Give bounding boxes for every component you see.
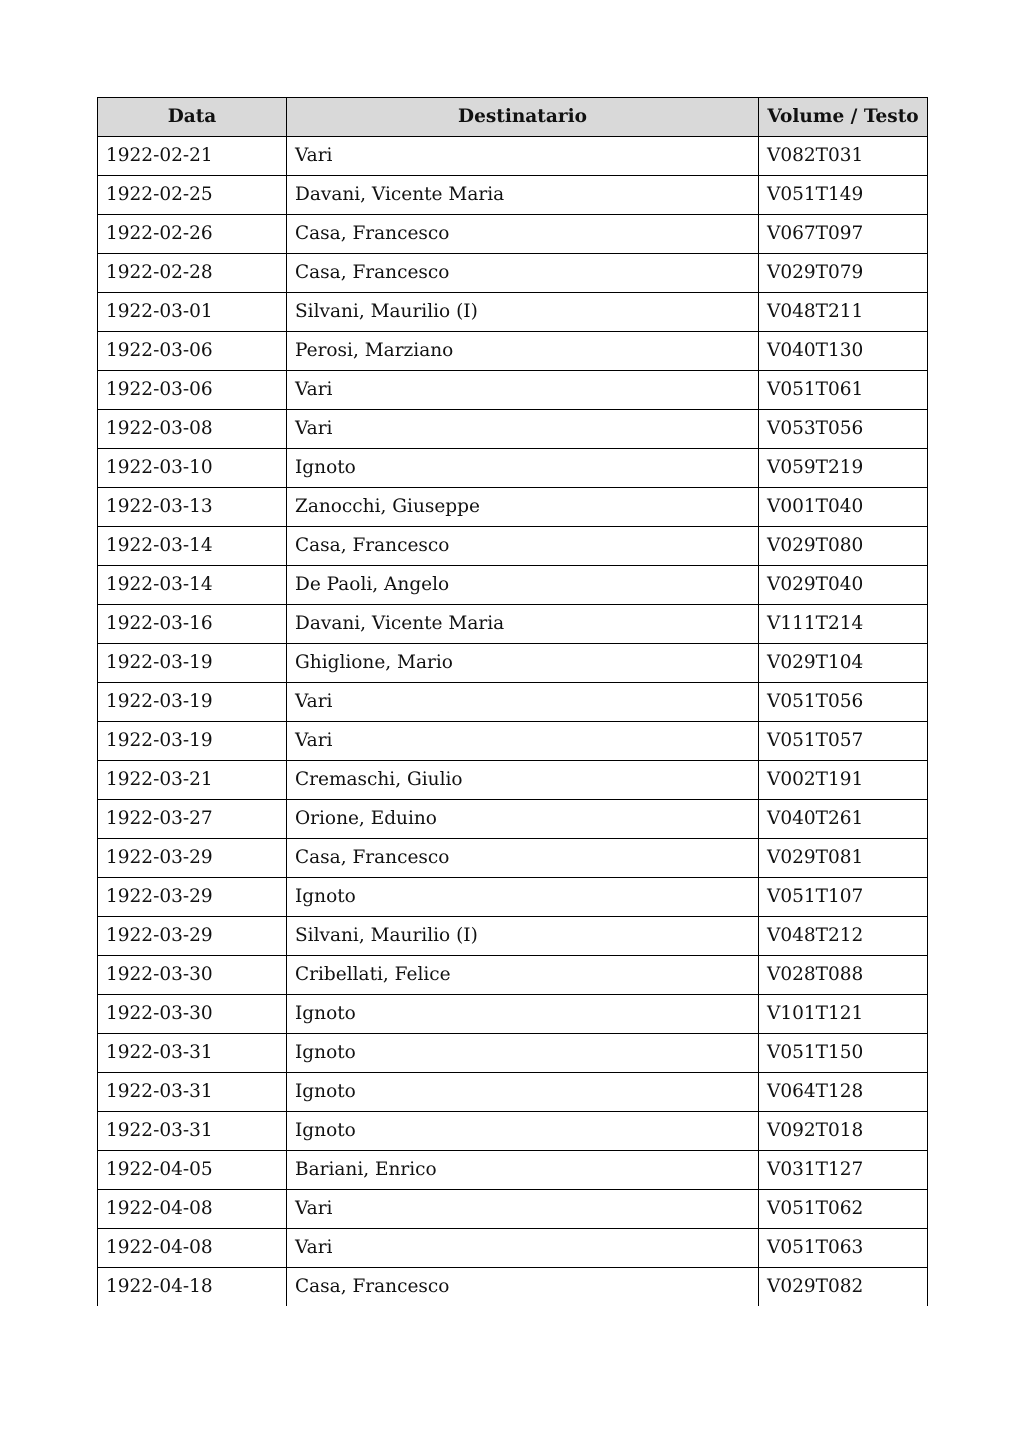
cell-recipient: Silvani, Maurilio (I) — [287, 293, 759, 332]
table-row — [98, 410, 928, 449]
table-row — [98, 644, 928, 683]
letters-table — [97, 97, 928, 1306]
cell-date: 1922-02-21 — [98, 137, 287, 176]
cell-recipient: Vari — [287, 410, 759, 449]
table-row — [98, 722, 928, 761]
cell-date: 1922-03-08 — [98, 410, 287, 449]
cell-date: 1922-03-14 — [98, 566, 287, 605]
cell-recipient: Casa, Francesco — [287, 1268, 759, 1307]
table-row — [98, 449, 928, 488]
cell-recipient: Casa, Francesco — [287, 839, 759, 878]
cell-volume-text: V067T097 — [759, 215, 928, 254]
cell-recipient: Zanocchi, Giuseppe — [287, 488, 759, 527]
table-row — [98, 488, 928, 527]
cell-volume-text: V029T081 — [759, 839, 928, 878]
cell-volume-text: V029T040 — [759, 566, 928, 605]
cell-volume-text: V048T212 — [759, 917, 928, 956]
table-row — [98, 683, 928, 722]
cell-recipient: Vari — [287, 683, 759, 722]
table-row — [98, 566, 928, 605]
table-row — [98, 1112, 928, 1151]
table-row — [98, 176, 928, 215]
cell-volume-text: V029T080 — [759, 527, 928, 566]
cell-volume-text: V051T149 — [759, 176, 928, 215]
table-row — [98, 995, 928, 1034]
cell-volume-text: V051T056 — [759, 683, 928, 722]
table-row — [98, 1073, 928, 1112]
cell-recipient: Ghiglione, Mario — [287, 644, 759, 683]
cell-date: 1922-04-08 — [98, 1229, 287, 1268]
cell-recipient: Casa, Francesco — [287, 527, 759, 566]
cell-date: 1922-03-31 — [98, 1073, 287, 1112]
cell-volume-text: V040T261 — [759, 800, 928, 839]
cell-recipient: Ignoto — [287, 878, 759, 917]
cell-volume-text: V001T040 — [759, 488, 928, 527]
table-row — [98, 1190, 928, 1229]
cell-volume-text: V051T062 — [759, 1190, 928, 1229]
cell-volume-text: V092T018 — [759, 1112, 928, 1151]
cell-volume-text: V002T191 — [759, 761, 928, 800]
cell-date: 1922-03-29 — [98, 878, 287, 917]
table-row — [98, 293, 928, 332]
cell-date: 1922-03-19 — [98, 722, 287, 761]
cell-date: 1922-02-28 — [98, 254, 287, 293]
cell-recipient: Silvani, Maurilio (I) — [287, 917, 759, 956]
cell-date: 1922-03-29 — [98, 917, 287, 956]
cell-date: 1922-03-19 — [98, 644, 287, 683]
header-date: Data — [98, 98, 287, 137]
cell-volume-text: V029T082 — [759, 1268, 928, 1307]
table-row — [98, 1268, 928, 1307]
cell-date: 1922-02-25 — [98, 176, 287, 215]
table-header — [98, 98, 928, 137]
cell-date: 1922-03-30 — [98, 956, 287, 995]
cell-recipient: Cribellati, Felice — [287, 956, 759, 995]
cell-recipient: Vari — [287, 137, 759, 176]
cell-volume-text: V059T219 — [759, 449, 928, 488]
cell-date: 1922-03-30 — [98, 995, 287, 1034]
cell-date: 1922-03-14 — [98, 527, 287, 566]
cell-volume-text: V048T211 — [759, 293, 928, 332]
cell-date: 1922-03-21 — [98, 761, 287, 800]
cell-date: 1922-03-13 — [98, 488, 287, 527]
cell-date: 1922-03-10 — [98, 449, 287, 488]
cell-date: 1922-03-31 — [98, 1112, 287, 1151]
cell-date: 1922-03-31 — [98, 1034, 287, 1073]
cell-date: 1922-04-05 — [98, 1151, 287, 1190]
cell-volume-text: V111T214 — [759, 605, 928, 644]
cell-recipient: Davani, Vicente Maria — [287, 176, 759, 215]
cell-recipient: Bariani, Enrico — [287, 1151, 759, 1190]
cell-date: 1922-03-27 — [98, 800, 287, 839]
table-row — [98, 527, 928, 566]
table-row — [98, 371, 928, 410]
table-row — [98, 254, 928, 293]
cell-volume-text: V101T121 — [759, 995, 928, 1034]
cell-recipient: Ignoto — [287, 1034, 759, 1073]
cell-recipient: Casa, Francesco — [287, 215, 759, 254]
cell-recipient: Ignoto — [287, 1073, 759, 1112]
cell-date: 1922-03-01 — [98, 293, 287, 332]
table-row — [98, 878, 928, 917]
table-row — [98, 605, 928, 644]
cell-date: 1922-04-18 — [98, 1268, 287, 1307]
cell-recipient: Casa, Francesco — [287, 254, 759, 293]
cell-recipient: Vari — [287, 722, 759, 761]
cell-recipient: Ignoto — [287, 449, 759, 488]
cell-volume-text: V031T127 — [759, 1151, 928, 1190]
cell-recipient: Davani, Vicente Maria — [287, 605, 759, 644]
table-row — [98, 1151, 928, 1190]
table-row — [98, 137, 928, 176]
table-row — [98, 800, 928, 839]
cell-volume-text: V029T079 — [759, 254, 928, 293]
cell-recipient: De Paoli, Angelo — [287, 566, 759, 605]
table-row — [98, 332, 928, 371]
cell-date: 1922-03-29 — [98, 839, 287, 878]
cell-volume-text: V051T107 — [759, 878, 928, 917]
cell-volume-text: V064T128 — [759, 1073, 928, 1112]
cell-volume-text: V028T088 — [759, 956, 928, 995]
cell-recipient: Cremaschi, Giulio — [287, 761, 759, 800]
cell-volume-text: V051T063 — [759, 1229, 928, 1268]
cell-date: 1922-02-26 — [98, 215, 287, 254]
header-recipient: Destinatario — [287, 98, 759, 137]
table-row — [98, 1229, 928, 1268]
table-row — [98, 761, 928, 800]
cell-date: 1922-03-06 — [98, 332, 287, 371]
cell-volume-text: V051T057 — [759, 722, 928, 761]
cell-volume-text: V029T104 — [759, 644, 928, 683]
cell-date: 1922-03-19 — [98, 683, 287, 722]
cell-recipient: Ignoto — [287, 1112, 759, 1151]
table-body — [98, 137, 928, 1307]
cell-recipient: Perosi, Marziano — [287, 332, 759, 371]
cell-date: 1922-03-06 — [98, 371, 287, 410]
table-row — [98, 1034, 928, 1073]
cell-recipient: Vari — [287, 371, 759, 410]
cell-recipient: Ignoto — [287, 995, 759, 1034]
header-row — [98, 98, 928, 137]
cell-recipient: Vari — [287, 1229, 759, 1268]
cell-date: 1922-03-16 — [98, 605, 287, 644]
table-row — [98, 917, 928, 956]
cell-volume-text: V053T056 — [759, 410, 928, 449]
cell-date: 1922-04-08 — [98, 1190, 287, 1229]
table-row — [98, 839, 928, 878]
cell-volume-text: V040T130 — [759, 332, 928, 371]
cell-recipient: Vari — [287, 1190, 759, 1229]
header-volume-text: Volume / Testo — [759, 98, 928, 137]
cell-recipient: Orione, Eduino — [287, 800, 759, 839]
cell-volume-text: V051T061 — [759, 371, 928, 410]
table-row — [98, 215, 928, 254]
cell-volume-text: V082T031 — [759, 137, 928, 176]
cell-volume-text: V051T150 — [759, 1034, 928, 1073]
table-row — [98, 956, 928, 995]
